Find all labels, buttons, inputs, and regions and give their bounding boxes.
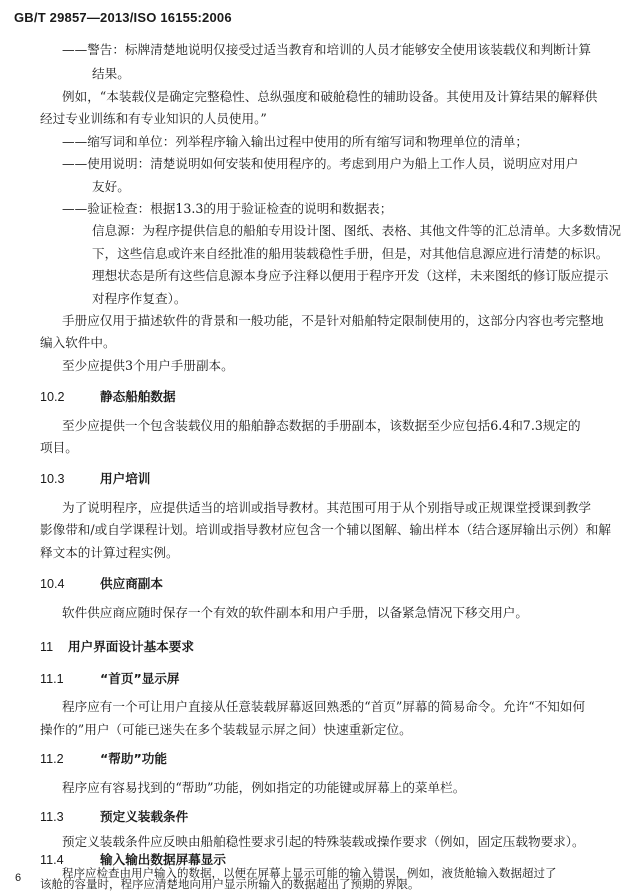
section-number: 11 — [40, 640, 54, 654]
section-title: 用户培训 — [100, 471, 151, 486]
verify-line-4: 理想状态是所有这些信息源本身应予注释以便用于程序开发（这样，未来图纸的修订版应提示 — [92, 268, 609, 283]
s11-4-line-1: 程序应检查由用户输入的数据，以便在屏幕上显示可能的输入错误，例如，液货舱输入数据超过了 — [62, 866, 557, 880]
s11-1-line-1: 程序应有一个可让用户直接从任意装载屏幕返回熟悉的“首页”屏幕的简易命令。允许“不知如何 — [62, 699, 586, 714]
warning-line-1: ——警告：标牌清楚地说明仅接受过适当教育和培训的人员才能够安全使用该装载仪和判断计算 — [62, 42, 591, 57]
section-number: 11.2 — [40, 752, 64, 766]
warning-line-2: 结果。 — [92, 66, 130, 81]
s11-1-line-2: 操作的”用户（可能已迷失在多个装载显示屏之间）快速重新定位。 — [40, 722, 412, 737]
section-number: 10.4 — [40, 577, 65, 591]
verify-line-2: 信息源：为程序提供信息的船舶专用设计图、图纸、表格、其他文件等的汇总清单。大多数情况 — [92, 223, 621, 238]
section-10-4-heading — [40, 576, 163, 592]
section-title: 输入输出数据屏幕显示 — [100, 852, 226, 867]
usage-line-2: 友好。 — [92, 179, 130, 194]
manual-para-line-2: 编入软件中。 — [40, 335, 116, 350]
section-number: 11.4 — [40, 853, 64, 867]
section-number: 10.2 — [40, 390, 65, 404]
section-11-1-heading — [40, 671, 180, 687]
standard-header: GB/T 29857—2013/ISO 16155:2006 — [14, 10, 232, 25]
section-title: “首页”显示屏 — [100, 671, 180, 686]
section-number: 10.3 — [40, 472, 65, 486]
section-number: 11.1 — [40, 672, 64, 686]
section-11-heading — [40, 639, 194, 655]
s10-3-line-1: 为了说明程序，应提供适当的培训或指导教材。其范围可用于从个别指导或正规课堂授课到教学 — [62, 500, 591, 515]
section-title: 供应商副本 — [100, 576, 163, 591]
example-line-2: 经过专业训练和有专业知识的人员使用。” — [40, 111, 267, 126]
section-title: 用户界面设计基本要求 — [68, 639, 194, 654]
s10-3-line-3: 释文本的计算过程实例。 — [40, 545, 179, 560]
section-11-3-heading — [40, 809, 188, 825]
s11-3-line-1: 预定义装载条件应反映由船舶稳性要求引起的特殊装载或操作要求（例如，固定压载物要求）。 — [62, 834, 585, 849]
verify-line-5: 对程序作复查）。 — [92, 291, 187, 306]
section-10-3-heading — [40, 471, 150, 487]
section-title: 预定义装载条件 — [100, 809, 189, 824]
page-number: 6 — [15, 872, 22, 884]
manual-para-line-1: 手册应仅用于描述软件的背景和一般功能，不是针对船舶特定限制使用的，这部分内容也考完整地 — [62, 313, 604, 328]
s11-4-line-2: 该舱的容量时，程序应清楚地向用户显示所输入的数据超出了预期的界限。 — [40, 877, 420, 891]
s10-2-line-2: 项目。 — [40, 440, 78, 455]
example-line-1: 例如，“本装载仪是确定完整稳性、总纵强度和破舱稳性的辅助设备。其使用及计算结果的解释供 — [62, 89, 598, 104]
s11-2-line-1: 程序应有容易找到的“帮助”功能，例如指定的功能键或屏幕上的菜单栏。 — [62, 780, 466, 795]
section-10-2-heading — [40, 389, 176, 405]
section-11-2-heading — [40, 751, 167, 767]
copies-line: 至少应提供3个用户手册副本。 — [62, 358, 234, 373]
s10-2-line-1: 至少应提供一个包含装载仪用的船舶静态数据的手册副本，该数据至少应包括6.4和7.3规定的 — [62, 418, 581, 433]
section-title: 静态船舶数据 — [100, 389, 176, 404]
usage-line-1: ——使用说明：清楚说明如何安装和使用程序的。考虑到用户为船上工作人员，说明应对用户 — [62, 156, 579, 171]
abbrev-item: ——缩写词和单位：列举程序输入输出过程中使用的所有缩写词和物理单位的清单； — [62, 134, 528, 149]
verify-line-1: ——验证检查：根据13.3的用于验证检查的说明和数据表； — [62, 201, 393, 216]
s10-4-line-1: 软件供应商应随时保存一个有效的软件副本和用户手册，以备紧急情况下移交用户。 — [62, 605, 528, 620]
section-title: “帮助”功能 — [100, 751, 167, 766]
verify-line-3: 下，这些信息或许来自经批准的船用装载稳性手册，但是，对其他信息源应进行清楚的标识。 — [92, 246, 609, 261]
s10-3-line-2: 影像带和/或自学课程计划。培训或指导教材应包含一个辅以图解、输出样本（结合逐屏输出示例）和解 — [40, 522, 611, 537]
section-number: 11.3 — [40, 810, 64, 824]
